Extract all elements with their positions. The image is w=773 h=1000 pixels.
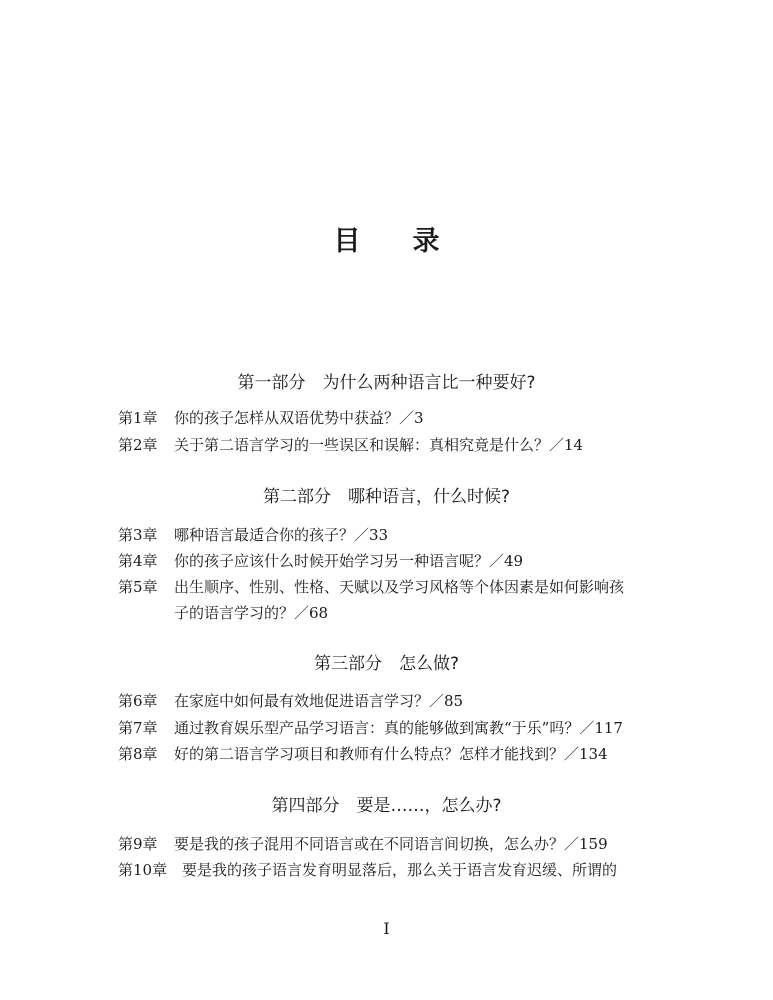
toc-entry-chapter-5[interactable] xyxy=(118,574,678,600)
chapter-page-number: ／68 xyxy=(294,604,329,622)
chapter-title: 出生顺序、性别、性格、天赋以及学习风格等个体因素是如何影响孩 xyxy=(174,578,625,596)
chapter-label: 第1章 xyxy=(118,409,158,427)
chapter-label: 第9章 xyxy=(118,835,158,853)
toc-entry-chapter-1[interactable] xyxy=(118,405,678,431)
chapter-page-number: ／159 xyxy=(564,835,608,853)
part-heading-4: 第四部分 要是……，怎么办? xyxy=(271,796,502,816)
chapter-title: 关于第二语言学习的一些误区和误解：真相究竟是什么？ xyxy=(174,436,550,454)
toc-entry-chapter-9[interactable] xyxy=(118,831,678,857)
chapter-title: 在家庭中如何最有效地促进语言学习？ xyxy=(174,692,430,710)
chapter-title: 要是我的孩子语言发育明显落后，那么关于语言发育迟缓、所谓的 xyxy=(182,861,618,879)
chapter-title: 通过教育娱乐型产品学习语言：真的能够做到寓教“于乐”吗？ xyxy=(174,719,580,737)
chapter-title: 你的孩子应该什么时候开始学习另一种语言呢？ xyxy=(174,552,490,570)
chapter-label: 第2章 xyxy=(118,436,158,454)
toc-entry-chapter-2[interactable] xyxy=(118,432,678,458)
part-heading-1: 第一部分 为什么两种语言比一种要好? xyxy=(237,373,536,393)
chapter-label: 第8章 xyxy=(118,745,158,763)
chapter-label: 第3章 xyxy=(118,526,158,544)
chapter-title-continued: 子的语言学习的？ xyxy=(174,604,295,622)
chapter-page-number: ／33 xyxy=(354,526,389,544)
chapter-page-number: ／85 xyxy=(429,692,464,710)
toc-entry-chapter-8[interactable] xyxy=(118,741,678,767)
chapter-page-number: ／117 xyxy=(579,719,623,737)
chapter-label: 第5章 xyxy=(118,578,158,596)
chapter-page-number: ／3 xyxy=(399,409,424,427)
chapter-page-number: ／49 xyxy=(489,552,524,570)
toc-entry-chapter-10[interactable] xyxy=(118,857,678,883)
chapter-page-number: ／14 xyxy=(549,436,584,454)
chapter-title: 哪种语言最适合你的孩子？ xyxy=(174,526,355,544)
chapter-label: 第6章 xyxy=(118,692,158,710)
chapter-label: 第7章 xyxy=(118,719,158,737)
toc-entry-chapter-6[interactable] xyxy=(118,688,678,714)
chapter-label: 第4章 xyxy=(118,552,158,570)
part-heading-3: 第三部分 怎么做? xyxy=(313,654,460,674)
chapter-page-number: ／134 xyxy=(564,745,608,763)
part-heading-2: 第二部分 哪种语言，什么时候? xyxy=(262,487,511,507)
toc-entry-chapter-5-continued[interactable] xyxy=(174,600,328,626)
chapter-title: 你的孩子怎样从双语优势中获益？ xyxy=(174,409,400,427)
page-title: 目录 xyxy=(333,226,492,257)
chapter-title: 好的第二语言学习项目和教师有什么特点？怎样才能找到？ xyxy=(174,745,565,763)
toc-entry-chapter-4[interactable] xyxy=(118,548,678,574)
chapter-title: 要是我的孩子混用不同语言或在不同语言间切换，怎么办？ xyxy=(174,835,565,853)
chapter-label: 第10章 xyxy=(118,861,168,879)
toc-entry-chapter-3[interactable] xyxy=(118,522,678,548)
page-number: I xyxy=(383,919,390,938)
toc-entry-chapter-7[interactable] xyxy=(118,715,678,741)
